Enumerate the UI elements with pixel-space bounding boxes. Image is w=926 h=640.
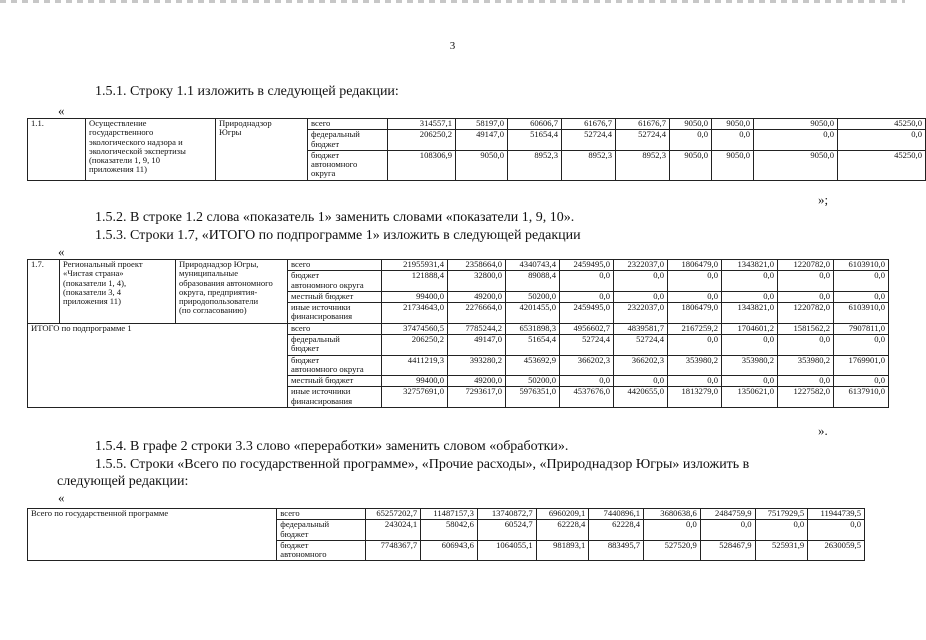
close-quote-2: ».: [818, 423, 828, 438]
table-row: [28, 260, 889, 271]
value-cell: 49147,0: [448, 334, 506, 355]
value-cell: 527520,9: [644, 540, 701, 561]
value-cell: 6103910,0: [834, 260, 889, 271]
value-cell: 1227582,0: [778, 387, 834, 408]
source-label: бюджет автономного округа: [288, 271, 382, 292]
value-cell: 1769901,0: [834, 355, 889, 376]
value-cell: 0,0: [838, 130, 926, 151]
value-cell: 8952,3: [616, 150, 670, 180]
value-cell: 99400,0: [382, 376, 448, 387]
value-cell: 32757691,0: [382, 387, 448, 408]
value-cell: 7748367,7: [366, 540, 421, 561]
value-cell: 1350621,0: [722, 387, 778, 408]
value-cell: 2167259,2: [668, 323, 722, 334]
value-cell: 8952,3: [562, 150, 616, 180]
value-cell: 0,0: [668, 376, 722, 387]
value-cell: 9050,0: [670, 150, 712, 180]
value-cell: 13740872,7: [477, 509, 536, 520]
value-cell: 0,0: [560, 376, 614, 387]
value-cell: 37474560,5: [382, 323, 448, 334]
value-cell: 243024,1: [366, 520, 421, 541]
value-cell: 0,0: [668, 291, 722, 302]
value-cell: 9050,0: [712, 150, 754, 180]
table-row: [28, 509, 865, 520]
value-cell: 366202,3: [560, 355, 614, 376]
value-cell: 3680638,6: [644, 509, 701, 520]
source-label: федеральный бюджет: [308, 130, 388, 151]
value-cell: 0,0: [834, 334, 889, 355]
value-cell: 6137910,0: [834, 387, 889, 408]
value-cell: 0,0: [722, 334, 778, 355]
value-cell: 5976351,0: [506, 387, 560, 408]
table-row: [28, 119, 926, 130]
value-cell: 0,0: [722, 376, 778, 387]
value-cell: 0,0: [614, 271, 668, 292]
value-cell: 1581562,2: [778, 323, 834, 334]
value-cell: 21955931,4: [382, 260, 448, 271]
value-cell: 65257202,7: [366, 509, 421, 520]
value-cell: 62228,4: [589, 520, 644, 541]
value-cell: 2459495,0: [560, 260, 614, 271]
paragraph-1-5-1: 1.5.1. Строку 1.1 изложить в следующей редакции:: [95, 84, 399, 99]
value-cell: 314557,1: [388, 119, 456, 130]
table-row-1-7: [27, 259, 889, 408]
value-cell: 0,0: [755, 520, 808, 541]
value-cell: 6960209,1: [536, 509, 589, 520]
value-cell: 366202,3: [614, 355, 668, 376]
value-cell: 1806479,0: [668, 260, 722, 271]
total-label: Всего по государственной программе: [28, 509, 277, 561]
value-cell: 2358664,0: [448, 260, 506, 271]
close-quote-1: »;: [818, 192, 829, 207]
value-cell: 50200,0: [506, 376, 560, 387]
value-cell: 121888,4: [382, 271, 448, 292]
value-cell: 0,0: [670, 130, 712, 151]
value-cell: 11487157,3: [421, 509, 478, 520]
value-cell: 0,0: [778, 376, 834, 387]
value-cell: 8952,3: [508, 150, 562, 180]
value-cell: 60524,7: [477, 520, 536, 541]
value-cell: 0,0: [778, 291, 834, 302]
value-cell: 0,0: [834, 291, 889, 302]
value-cell: 9050,0: [712, 119, 754, 130]
value-cell: 0,0: [644, 520, 701, 541]
value-cell: 0,0: [722, 291, 778, 302]
source-label: всего: [288, 260, 382, 271]
source-label: всего: [308, 119, 388, 130]
value-cell: 453692,9: [506, 355, 560, 376]
value-cell: 9050,0: [456, 150, 508, 180]
open-quote-1: «: [58, 103, 65, 118]
open-quote-2: «: [58, 244, 65, 259]
executor: Природнадзор Югры: [216, 119, 308, 181]
value-cell: 7907811,0: [834, 323, 889, 334]
value-cell: 0,0: [778, 271, 834, 292]
value-cell: 4411219,3: [382, 355, 448, 376]
value-cell: 4201455,0: [506, 303, 560, 324]
value-cell: 0,0: [712, 130, 754, 151]
value-cell: 61676,7: [562, 119, 616, 130]
value-cell: 49147,0: [456, 130, 508, 151]
table-total-program: [27, 508, 865, 561]
value-cell: 206250,2: [388, 130, 456, 151]
paragraph-1-5-4: 1.5.4. В графе 2 строки 3.3 слово «переработки» заменить словом «обработки».: [95, 439, 569, 454]
page-number: 3: [449, 40, 456, 52]
value-cell: 0,0: [668, 271, 722, 292]
value-cell: 50200,0: [506, 291, 560, 302]
table-row: [28, 323, 889, 334]
value-cell: 0,0: [778, 334, 834, 355]
source-label: бюджет автономного округа: [288, 355, 382, 376]
value-cell: 2484759,9: [700, 509, 755, 520]
value-cell: 21734643,0: [382, 303, 448, 324]
executor: Природнадзор Югры, муниципальные образования автономного округа, предприятия- природопользователи (по согласованию): [176, 260, 288, 324]
source-label: всего: [277, 509, 366, 520]
value-cell: 2276664,0: [448, 303, 506, 324]
value-cell: 9050,0: [754, 150, 838, 180]
value-cell: 981893,1: [536, 540, 589, 561]
value-cell: 4537676,0: [560, 387, 614, 408]
value-cell: 49200,0: [448, 291, 506, 302]
value-cell: 7517929,5: [755, 509, 808, 520]
value-cell: 99400,0: [382, 291, 448, 302]
value-cell: 7440896,1: [589, 509, 644, 520]
value-cell: 52724,4: [616, 130, 670, 151]
value-cell: 1704601,2: [722, 323, 778, 334]
value-cell: 393280,2: [448, 355, 506, 376]
subtotal-label: ИТОГО по подпрограмме 1: [28, 323, 288, 407]
source-label: всего: [288, 323, 382, 334]
value-cell: 528467,9: [700, 540, 755, 561]
value-cell: 6531898,3: [506, 323, 560, 334]
value-cell: 2322037,0: [614, 303, 668, 324]
source-label: бюджет автономного округа: [308, 150, 388, 180]
value-cell: 4956602,7: [560, 323, 614, 334]
value-cell: 1064055,1: [477, 540, 536, 561]
source-label: федеральный бюджет: [277, 520, 366, 541]
source-label: местный бюджет: [288, 376, 382, 387]
row-number: 1.7.: [28, 260, 60, 324]
value-cell: 883495,7: [589, 540, 644, 561]
value-cell: 58042,6: [421, 520, 478, 541]
value-cell: 1220782,0: [778, 303, 834, 324]
value-cell: 0,0: [700, 520, 755, 541]
value-cell: 4839581,7: [614, 323, 668, 334]
value-cell: 0,0: [722, 271, 778, 292]
value-cell: 206250,2: [382, 334, 448, 355]
value-cell: 1813279,0: [668, 387, 722, 408]
value-cell: 0,0: [808, 520, 865, 541]
value-cell: 0,0: [614, 291, 668, 302]
value-cell: 62228,4: [536, 520, 589, 541]
table-row-1-1: [27, 118, 926, 181]
value-cell: 0,0: [560, 291, 614, 302]
value-cell: 525931,9: [755, 540, 808, 561]
value-cell: 52724,4: [560, 334, 614, 355]
value-cell: 89088,4: [506, 271, 560, 292]
value-cell: 58197,0: [456, 119, 508, 130]
value-cell: 51654,4: [506, 334, 560, 355]
value-cell: 9050,0: [670, 119, 712, 130]
value-cell: 60606,7: [508, 119, 562, 130]
value-cell: 2459495,0: [560, 303, 614, 324]
value-cell: 2322037,0: [614, 260, 668, 271]
value-cell: 1343821,0: [722, 303, 778, 324]
value-cell: 52724,4: [614, 334, 668, 355]
paragraph-1-5-3: 1.5.3. Строки 1.7, «ИТОГО по подпрограмме 1» изложить в следующей редакции: [95, 228, 581, 243]
scan-artifact: [0, 0, 905, 3]
value-cell: 0,0: [560, 271, 614, 292]
source-label: бюджет автономного: [277, 540, 366, 561]
paragraph-1-5-5-line-2: следующей редакции:: [57, 474, 189, 489]
open-quote-3: «: [58, 490, 65, 505]
event-name: Осуществление государственного экологического надзора и экологической экспертизы (показатели 1, 9, 10 приложения 11): [86, 119, 216, 181]
value-cell: 0,0: [834, 271, 889, 292]
value-cell: 32800,0: [448, 271, 506, 292]
value-cell: 1806479,0: [668, 303, 722, 324]
value-cell: 0,0: [614, 376, 668, 387]
source-label: федеральный бюджет: [288, 334, 382, 355]
source-label: иные источники финансирования: [288, 303, 382, 324]
paragraph-1-5-5-line-1: 1.5.5. Строки «Всего по государственной программе», «Прочие расходы», «Природнадзор Югры» изложить в: [95, 457, 750, 472]
value-cell: 61676,7: [616, 119, 670, 130]
source-label: местный бюджет: [288, 291, 382, 302]
value-cell: 49200,0: [448, 376, 506, 387]
value-cell: 45250,0: [838, 119, 926, 130]
value-cell: 353980,2: [668, 355, 722, 376]
value-cell: 606943,6: [421, 540, 478, 561]
value-cell: 6103910,0: [834, 303, 889, 324]
source-label: иные источники финансирования: [288, 387, 382, 408]
value-cell: 0,0: [668, 334, 722, 355]
value-cell: 52724,4: [562, 130, 616, 151]
value-cell: 9050,0: [754, 119, 838, 130]
value-cell: 1220782,0: [778, 260, 834, 271]
value-cell: 1343821,0: [722, 260, 778, 271]
value-cell: 4420655,0: [614, 387, 668, 408]
value-cell: 4340743,4: [506, 260, 560, 271]
value-cell: 353980,2: [722, 355, 778, 376]
value-cell: 11944739,5: [808, 509, 865, 520]
value-cell: 108306,9: [388, 150, 456, 180]
value-cell: 353980,2: [778, 355, 834, 376]
value-cell: 7293617,0: [448, 387, 506, 408]
value-cell: 2630059,5: [808, 540, 865, 561]
value-cell: 0,0: [754, 130, 838, 151]
row-number: 1.1.: [28, 119, 86, 181]
value-cell: 51654,4: [508, 130, 562, 151]
value-cell: 45250,0: [838, 150, 926, 180]
value-cell: 7785244,2: [448, 323, 506, 334]
paragraph-1-5-2: 1.5.2. В строке 1.2 слова «показатель 1» заменить словами «показатели 1, 9, 10».: [95, 210, 575, 225]
value-cell: 0,0: [834, 376, 889, 387]
project-name: Региональный проект «Чистая страна» (показатели 1, 4), (показатели 3, 4 приложения 11): [60, 260, 176, 324]
